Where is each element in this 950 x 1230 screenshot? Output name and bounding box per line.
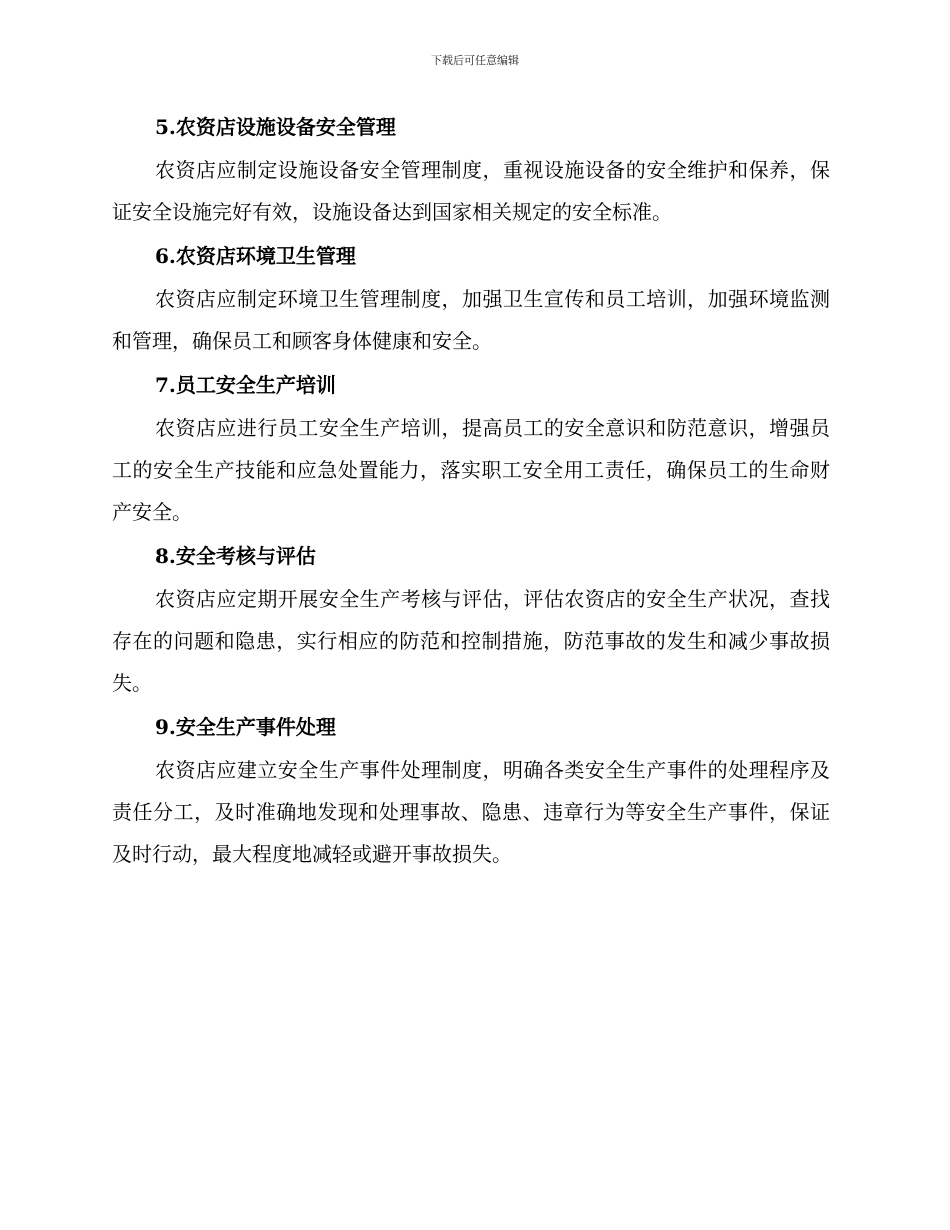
page-header-note: 下载后可任意编辑 <box>431 54 519 67</box>
section-8 <box>112 541 830 704</box>
section-6 <box>112 241 830 362</box>
section-title: 8.安全考核与评估 <box>155 544 316 568</box>
section-title: 9.安全生产事件处理 <box>155 715 336 739</box>
section-paragraph: 农资店应制定设施设备安全管理制度，重视设施设备的安全维护和保养，保证安全设施完好有效，设施设备达到国家相关规定的安全标准。 <box>112 158 830 224</box>
section-title: 6.农资店环境卫生管理 <box>155 244 356 268</box>
section-paragraph: 农资店应建立安全生产事件处理制度，明确各类安全生产事件的处理程序及责任分工，及时准确地发现和处理事故、隐患、违章行为等安全生产事件，保证及时行动，最大程度地减轻或避开事故损失。 <box>112 758 830 866</box>
section-5 <box>112 112 830 233</box>
section-paragraph: 农资店应定期开展安全生产考核与评估，评估农资店的安全生产状况，查找存在的问题和隐患，实行相应的防范和控制措施，防范事故的发生和减少事故损失。 <box>112 587 830 695</box>
document-body <box>112 112 830 875</box>
section-title: 7.员工安全生产培训 <box>155 373 336 397</box>
section-7 <box>112 370 830 533</box>
section-9 <box>112 712 830 875</box>
section-paragraph: 农资店应进行员工安全生产培训，提高员工的安全意识和防范意识，增强员工的安全生产技能和应急处置能力，落实职工安全用工责任，确保员工的生命财产安全。 <box>112 416 830 524</box>
section-paragraph: 农资店应制定环境卫生管理制度，加强卫生宣传和员工培训，加强环境监测和管理，确保员工和顾客身体健康和安全。 <box>112 287 830 353</box>
section-title: 5.农资店设施设备安全管理 <box>155 115 396 139</box>
